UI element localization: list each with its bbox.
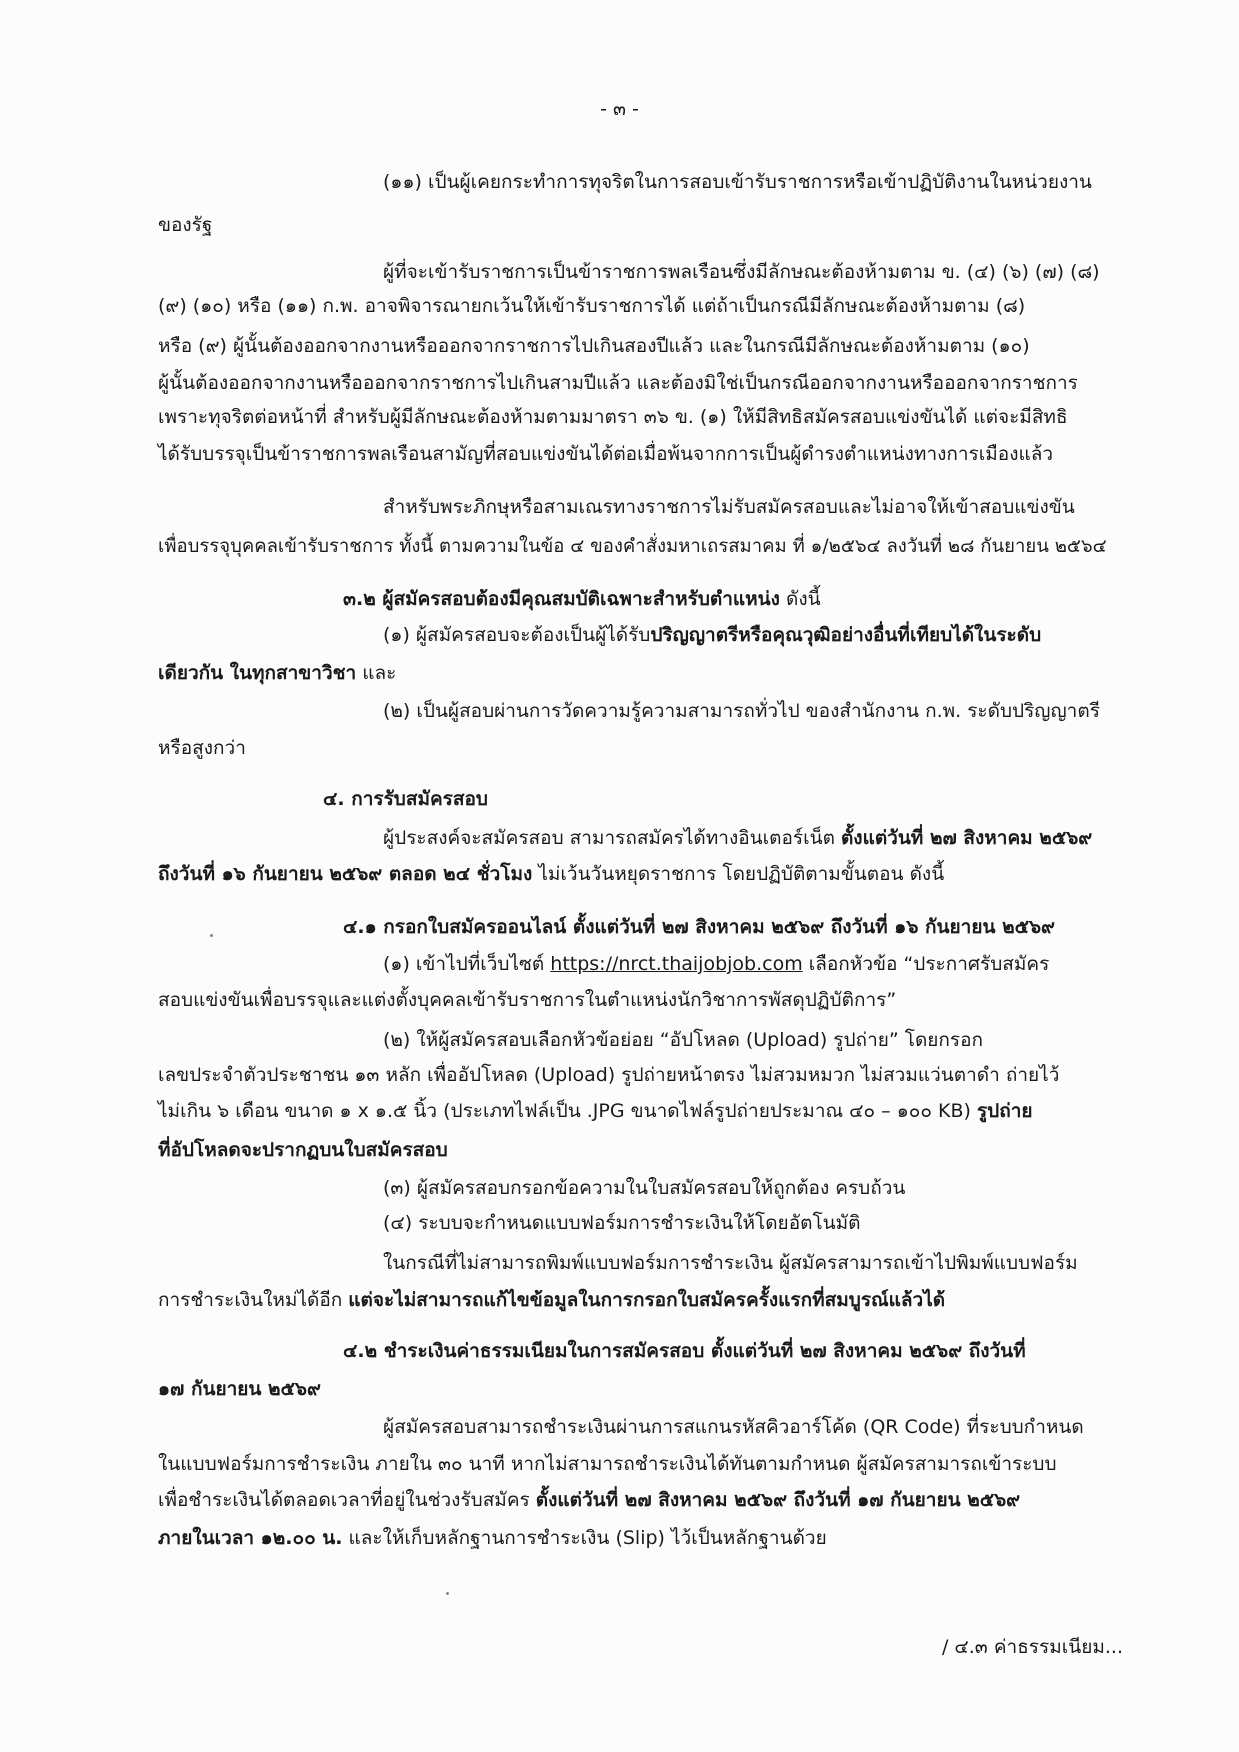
text-span: (๑) ผู้สมัครสอบจะต้องเป็นผู้ได้รับ	[383, 624, 651, 646]
text-span: การชำระเงินใหม่ได้อีก	[158, 1289, 349, 1311]
continuation-note: / ๔.๓ ค่าธรรมเนียม...	[941, 1636, 1123, 1658]
section-heading	[323, 782, 823, 816]
text-line	[158, 1447, 1123, 1481]
text-line	[383, 821, 1123, 855]
text-span: เพื่อบรรจุบุคคลเข้ารับราชการ ทั้งนี้ ตามความในข้อ ๔ ของคำสั่งมหาเถรสมาคม ที่ ๑/๒๕๖๔ ลงวันที่ ๒๘ กันยายน ๒๕๖๔	[158, 536, 1107, 557]
website-link[interactable]: https://nrct.thaijobjob.com	[550, 953, 803, 975]
text-line	[158, 1483, 1123, 1517]
bold-text: ถึงวันที่ ๑๖ กันยายน ๒๕๖๙ ตลอด ๒๔ ชั่วโมง	[158, 863, 533, 885]
bold-text: ปริญญาตรีหรือคุณวุฒิอย่างอื่นที่เทียบได้ในระดับ	[650, 624, 1042, 646]
text-line	[383, 1171, 1123, 1205]
text-span: เลือกหัวข้อ “ประกาศรับสมัคร	[802, 953, 1050, 975]
text-span: (๔) ระบบจะกำหนดแบบฟอร์มการชำระเงินให้โดยอัตโนมัติ	[383, 1212, 861, 1234]
text-span: (๒) ให้ผู้สมัครสอบเลือกหัวข้อย่อย “อัปโหลด (Upload) รูปถ่าย” โดยกรอก	[383, 1029, 984, 1051]
text-line	[158, 1058, 1123, 1092]
text-line	[158, 329, 1123, 363]
scan-speck	[446, 1592, 449, 1595]
bold-text: ๓.๒ ผู้สมัครสอบต้องมีคุณสมบัติเฉพาะสำหรับตำแหน่ง	[343, 588, 780, 610]
text-span: ผู้นั้นต้องออกจากงานหรือออกจากราชการไปเกินสามปีแล้ว และต้องมิใช่เป็นกรณีออกจากงานหรือออกจากราชการ	[158, 372, 1078, 394]
text-span: สำหรับพระภิกษุหรือสามเณรทางราชการไม่รับสมัครสอบและไม่อาจให้เข้าสอบแข่งขัน	[383, 496, 1075, 518]
text-line	[158, 1283, 1123, 1317]
bold-text: ตั้งแต่วันที่ ๒๗ สิงหาคม ๒๕๖๙ ถึงวันที่ ๑๗ กันยายน ๒๕๖๙	[535, 1489, 1021, 1511]
bold-text: ๔. การรับสมัครสอบ	[323, 788, 488, 810]
section-heading	[343, 910, 1123, 944]
section-heading	[343, 582, 1123, 616]
text-span: และให้เก็บหลักฐานการชำระเงิน (Slip) ไว้เป็นหลักฐานด้วย	[342, 1527, 827, 1549]
text-span: (๑๑) เป็นผู้เคยกระทำการทุจริตในการสอบเข้ารับราชการหรือเข้าปฏิบัติงานในหน่วยงาน	[383, 171, 1092, 193]
bold-text: ภายในเวลา ๑๒.๐๐ น.	[158, 1527, 343, 1549]
text-span: ดังนี้	[779, 588, 821, 610]
text-span: เลขประจำตัวประชาชน ๑๓ หลัก เพื่ออัปโหลด (Upload) รูปถ่ายหน้าตรง ไม่สวมหมวก ไม่สวมแว่นตาดำ ถ่ายไว้	[158, 1064, 1060, 1086]
bold-text: รูปถ่าย	[976, 1100, 1033, 1122]
bold-text: ที่อัปโหลดจะปรากฏบนใบสมัครสอบ	[158, 1139, 448, 1161]
text-span: ในแบบฟอร์มการชำระเงิน ภายใน ๓๐ นาที หากไม่สามารถชำระเงินได้ทันตามกำหนด ผู้สมัครสามารถเข้าระบบ	[158, 1453, 1057, 1475]
text-line	[383, 490, 1123, 524]
text-span: ของรัฐ	[158, 214, 213, 236]
text-line	[158, 437, 1123, 471]
bold-text: แต่จะไม่สามารถแก้ไขข้อมูลในการกรอกใบสมัครครั้งแรกที่สมบูรณ์แล้วได้	[348, 1289, 946, 1311]
bold-text: ตั้งแต่วันที่ ๒๗ สิงหาคม ๒๕๖๙	[840, 827, 1093, 849]
text-line	[158, 366, 1123, 400]
text-line	[383, 255, 1123, 289]
page-number: - ๓ -	[600, 98, 639, 120]
text-line	[158, 400, 1123, 434]
text-line	[383, 165, 1123, 199]
text-span: (๒) เป็นผู้สอบผ่านการวัดความรู้ความสามารถทั่วไป ของสำนักงาน ก.พ. ระดับปริญญาตรี	[383, 700, 1100, 722]
text-line	[383, 1246, 1123, 1280]
text-span: เพื่อชำระเงินได้ตลอดเวลาที่อยู่ในช่วงรับสมัคร	[158, 1489, 536, 1511]
text-span: (๓) ผู้สมัครสอบกรอกข้อความในใบสมัครสอบให้ถูกต้อง ครบถ้วน	[383, 1177, 906, 1199]
text-span: ผู้ที่จะเข้ารับราชการเป็นข้าราชการพลเรือนซึ่งมีลักษณะต้องห้ามตาม ข. (๔) (๖) (๗) (๘)	[383, 261, 1100, 283]
text-span: หรือสูงกว่า	[158, 737, 246, 759]
text-span: ได้รับบรรจุเป็นข้าราชการพลเรือนสามัญที่สอบแข่งขันได้ต่อเมื่อพ้นจากการเป็นผู้ดำรงตำแหน่งทางการเมืองแล้ว	[158, 443, 1054, 465]
text-span: ไม่เกิน ๖ เดือน ขนาด ๑ x ๑.๕ นิ้ว (ประเภทไฟล์เป็น .JPG ขนาดไฟล์รูปถ่ายประมาณ ๔๐ – ๑๐๐ KB)	[158, 1100, 977, 1122]
text-line	[383, 1206, 1123, 1240]
text-line	[158, 289, 1123, 323]
text-line	[158, 1372, 758, 1406]
text-line	[158, 530, 1123, 564]
text-span: และ	[356, 662, 397, 684]
text-line	[158, 1094, 1123, 1128]
bold-text: ๔.๑ กรอกใบสมัครออนไลน์ ตั้งแต่วันที่ ๒๗ สิงหาคม ๒๕๖๙ ถึงวันที่ ๑๖ กันยายน ๒๕๖๙	[343, 916, 1055, 938]
text-span: หรือ (๙) ผู้นั้นต้องออกจากงานหรือออกจากราชการไปเกินสองปีแล้ว และในกรณีมีลักษณะต้องห้ามตาม (๑๐)	[158, 335, 1030, 357]
text-line	[383, 618, 1123, 652]
text-line	[158, 1133, 758, 1167]
bold-text: เดียวกัน ในทุกสาขาวิชา	[158, 662, 357, 684]
text-span: ไม่เว้นวันหยุดราชการ โดยปฏิบัติตามขั้นตอน ดังนี้	[532, 863, 945, 885]
text-line	[383, 694, 1123, 728]
text-line	[383, 1410, 1123, 1444]
text-line	[383, 947, 1123, 981]
text-line	[158, 208, 558, 242]
text-line	[158, 857, 1123, 891]
text-span: ผู้ประสงค์จะสมัครสอบ สามารถสมัครได้ทางอินเตอร์เน็ต	[383, 827, 841, 849]
bold-text: ๑๗ กันยายน ๒๕๖๙	[158, 1378, 321, 1400]
text-span: เพราะทุจริตต่อหน้าที่ สำหรับผู้มีลักษณะต้องห้ามตามมาตรา ๓๖ ข. (๑) ให้มีสิทธิสมัครสอบแข่งขันได้ แต่จะมีสิทธิ	[158, 406, 1068, 428]
text-line	[158, 983, 1123, 1017]
scan-speck	[210, 934, 213, 937]
text-line	[158, 731, 558, 765]
bold-text: ๔.๒ ชำระเงินค่าธรรมเนียมในการสมัครสอบ ตั้งแต่วันที่ ๒๗ สิงหาคม ๒๕๖๙ ถึงวันที่	[343, 1340, 1026, 1362]
text-line	[158, 656, 758, 690]
text-line	[383, 1023, 1123, 1057]
text-span: (๙) (๑๐) หรือ (๑๑) ก.พ. อาจพิจารณายกเว้นให้เข้ารับราชการได้ แต่ถ้าเป็นกรณีมีลักษณะต้องห้ามตาม (๘)	[158, 295, 1026, 317]
text-line	[158, 1521, 1123, 1555]
section-heading	[343, 1334, 1123, 1368]
text-span: สอบแข่งขันเพื่อบรรจุและแต่งตั้งบุคคลเข้ารับราชการในตำแหน่งนักวิชาการพัสดุปฏิบัติการ”	[158, 989, 897, 1011]
text-span: ในกรณีที่ไม่สามารถพิมพ์แบบฟอร์มการชำระเงิน ผู้สมัครสามารถเข้าไปพิมพ์แบบฟอร์ม	[383, 1252, 1078, 1274]
text-span: (๑) เข้าไปที่เว็บไซต์	[383, 953, 551, 975]
text-span: ผู้สมัครสอบสามารถชำระเงินผ่านการสแกนรหัสคิวอาร์โค้ด (QR Code) ที่ระบบกำหนด	[383, 1416, 1084, 1438]
